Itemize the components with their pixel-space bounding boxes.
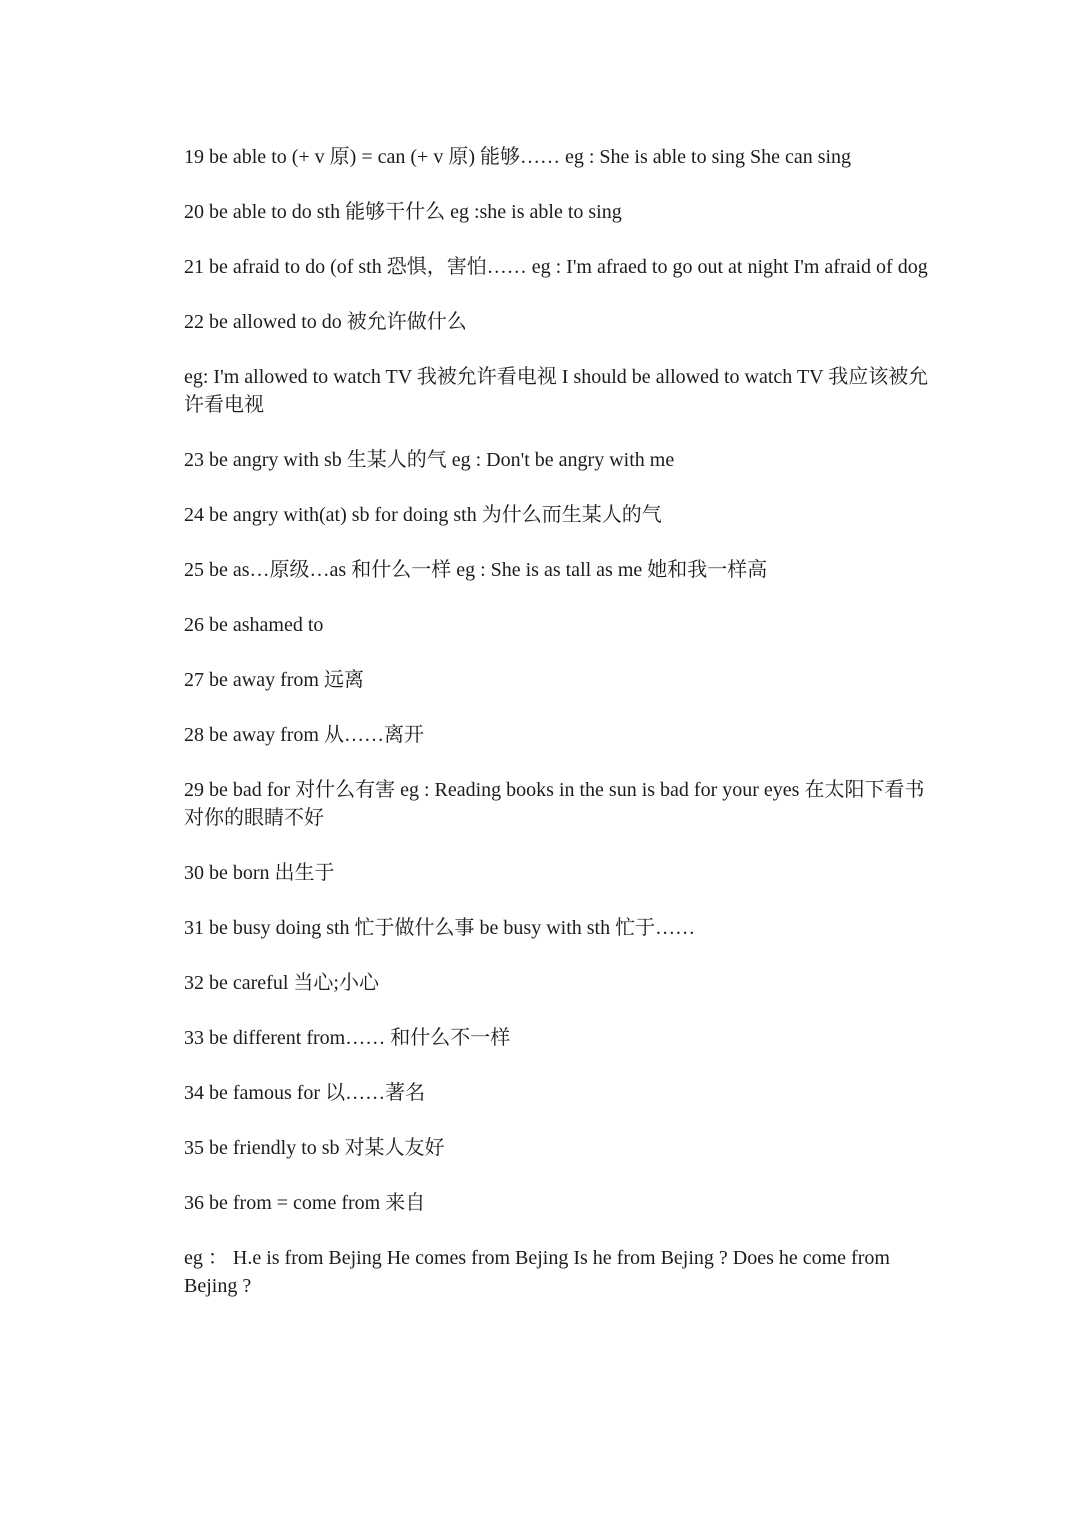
phrase-entry-26: 26 be ashamed to: [184, 614, 324, 636]
phrase-entry-24: 24 be angry with(at) sb for doing sth 为什么而生某人的气: [184, 504, 662, 526]
phrase-entry-22-example: eg: I'm allowed to watch TV 我被允许看电视 I should be allowed to watch TV 我应该被允许看电视: [184, 366, 929, 416]
phrase-list: [184, 143, 944, 1327]
phrase-entry-20: 20 be able to do sth 能够干什么 eg :she is able to sing: [184, 201, 622, 223]
phrase-entry-25: 25 be as…原级…as 和什么一样 eg : She is as tall as me 她和我一样高: [184, 559, 768, 581]
phrase-entry-31: 31 be busy doing sth 忙于做什么事 be busy with sth 忙于……: [184, 917, 696, 939]
phrase-entry-22: 22 be allowed to do 被允许做什么: [184, 311, 467, 333]
phrase-entry-35: 35 be friendly to sb 对某人友好: [184, 1137, 445, 1159]
phrase-entry-33: 33 be different from…… 和什么不一样: [184, 1027, 511, 1049]
phrase-entry-30: 30 be born 出生于: [184, 862, 335, 884]
phrase-entry-21: 21 be afraid to do (of sth 恐惧，害怕…… eg : I'm afraed to go out at night I'm afraid of dog: [184, 256, 928, 278]
phrase-entry-27: 27 be away from 远离: [184, 669, 364, 691]
phrase-entry-23: 23 be angry with sb 生某人的气 eg : Don't be angry with me: [184, 449, 675, 471]
phrase-entry-32: 32 be careful 当心;小心: [184, 972, 379, 994]
phrase-entry-29: 29 be bad for 对什么有害 eg : Reading books in the sun is bad for your eyes 在太阳下看书对你的眼睛不好: [184, 779, 925, 829]
phrase-entry-34: 34 be famous for 以……著名: [184, 1082, 426, 1104]
phrase-entry-28: 28 be away from 从……离开: [184, 724, 424, 746]
phrase-entry-36-example: eg ： H.e is from Bejing He comes from Bejing Is he from Bejing ? Does he come from Bejing ?: [184, 1247, 890, 1297]
phrase-entry-19: 19 be able to (+ v 原) = can (+ v 原) 能够…… eg : She is able to sing She can sing: [184, 146, 852, 168]
phrase-entry-36: 36 be from = come from 来自: [184, 1192, 426, 1214]
